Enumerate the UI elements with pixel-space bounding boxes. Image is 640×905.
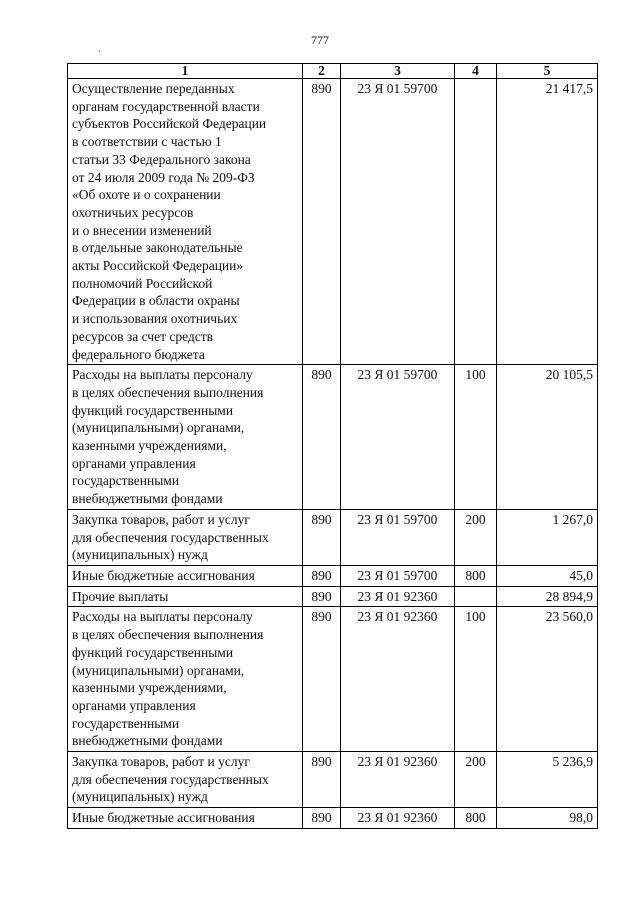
row-amount: 5 236,9 — [497, 752, 598, 808]
row-name: Прочие выплаты — [68, 586, 303, 607]
row-name: Иные бюджетные ассигнования — [68, 565, 303, 586]
table-row — [68, 586, 598, 607]
row-target: 23 Я 01 59700 — [341, 565, 455, 586]
row-type: 100 — [455, 365, 497, 510]
row-name: Иные бюджетные ассигнования — [68, 808, 303, 829]
row-code: 890 — [303, 752, 341, 808]
row-amount: 45,0 — [497, 565, 598, 586]
column-header-3: 3 — [341, 64, 455, 79]
row-name: Закупка товаров, работ и услуг для обеспечения государственных (муниципальных) нужд — [68, 752, 303, 808]
table-row — [68, 509, 598, 565]
column-header-4: 4 — [455, 64, 497, 79]
table-row — [68, 365, 598, 510]
row-type: 200 — [455, 509, 497, 565]
table-row — [68, 565, 598, 586]
column-header-1: 1 — [68, 64, 303, 79]
row-type — [455, 79, 497, 365]
row-target: 23 Я 01 92360 — [341, 808, 455, 829]
row-type: 200 — [455, 752, 497, 808]
row-amount: 21 417,5 — [497, 79, 598, 365]
row-name: Закупка товаров, работ и услуг для обеспечения государственных (муниципальных) нужд — [68, 509, 303, 565]
table-row — [68, 607, 598, 752]
column-header-5: 5 — [497, 64, 598, 79]
row-code: 890 — [303, 365, 341, 510]
row-target: 23 Я 01 92360 — [341, 586, 455, 607]
row-name: Осуществление переданных органам государственной власти субъектов Российской Федерации в соответствии с частью 1 статьи 33 Федерального закона от 24 июля 2009 года № 209-ФЗ «Об охоте и о сохранении охотничьих ресурсов и о внесении изменений в отдельные законодательные акты Российской Федерации» полномочий Российской Федерации в области охраны и использования охотничьих ресурсов за счет средств федерального бюджета — [68, 79, 303, 365]
row-code: 890 — [303, 565, 341, 586]
row-amount: 20 105,5 — [497, 365, 598, 510]
table-row — [68, 79, 598, 365]
row-target: 23 Я 01 59700 — [341, 365, 455, 510]
column-header-2: 2 — [303, 64, 341, 79]
table-row — [68, 808, 598, 829]
row-name: Расходы на выплаты персоналу в целях обеспечения выполнения функций государственными (муниципальными) органами, казенными учреждениями, органами управления государственными внебюджетными фондами — [68, 365, 303, 510]
row-amount: 23 560,0 — [497, 607, 598, 752]
row-code: 890 — [303, 607, 341, 752]
row-target: 23 Я 01 92360 — [341, 752, 455, 808]
table-row — [68, 752, 598, 808]
row-code: 890 — [303, 586, 341, 607]
row-target: 23 Я 01 59700 — [341, 509, 455, 565]
header-row — [68, 64, 598, 79]
row-type — [455, 586, 497, 607]
row-type: 800 — [455, 565, 497, 586]
row-type: 100 — [455, 607, 497, 752]
row-amount: 1 267,0 — [497, 509, 598, 565]
row-code: 890 — [303, 808, 341, 829]
row-name: Расходы на выплаты персоналу в целях обеспечения выполнения функций государственными (муниципальными) органами, казенными учреждениями, органами управления государственными внебюджетными фондами — [68, 607, 303, 752]
row-amount: 98,0 — [497, 808, 598, 829]
row-target: 23 Я 01 92360 — [341, 607, 455, 752]
row-code: 890 — [303, 509, 341, 565]
row-target: 23 Я 01 59700 — [341, 79, 455, 365]
row-type: 800 — [455, 808, 497, 829]
row-amount: 28 894,9 — [497, 586, 598, 607]
stray-mark: , — [98, 43, 101, 53]
page-number: 777 — [311, 33, 329, 47]
row-code: 890 — [303, 79, 341, 365]
budget-table — [67, 63, 598, 829]
